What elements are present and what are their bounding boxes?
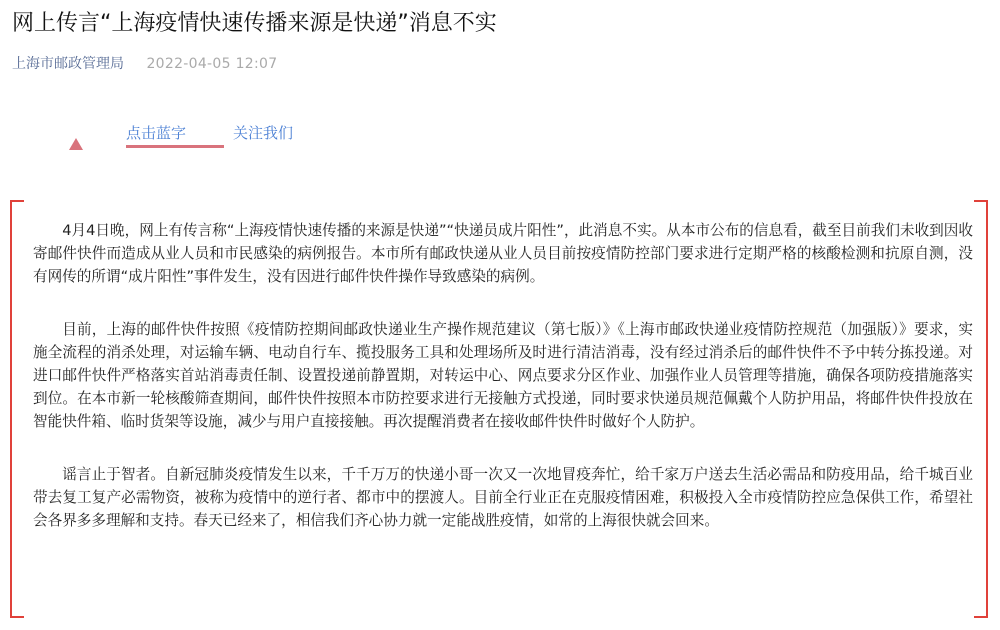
frame-right-vertical bbox=[986, 200, 988, 618]
article-meta bbox=[12, 54, 277, 74]
body-paragraph: 目前，上海的邮件快件按照《疫情防控期间邮政快递业生产操作规范建议（第七版）》《上海市邮政快递业疫情防控规范（加强版）》要求，实施全流程的消杀处理，对运输车辆、电动自行车、揽投服务工具和处理场所及时进行清洁消毒，没有经过消杀后的邮件快件不予中转分拣投递。对进口邮件快件严格落实首站消毒责任制、设置投递前静置期，对转运中心、网点要求分区作业、加强作业人员管理等措施，确保各项防疫措施落实到位。在本市新一轮核酸筛查期间，邮件快件按照本市防控要求进行无接触方式投递，同时要求快递员规范佩戴个人防护用品，将邮件快件投放在智能快件箱、临时货架等设施，减少与用户直接接触。再次提醒消费者在接收邮件快件时做好个人防护。 bbox=[33, 321, 973, 430]
frame-left-vertical bbox=[10, 200, 12, 618]
body-paragraph: 谣言止于智者。自新冠肺炎疫情发生以来，千千万万的快递小哥一次又一次地冒疫奔忙，给千家万户送去生活必需品和防疫用品，给千城百业带去复工复产必需物资，被称为疫情中的逆行者、都市中的摆渡人。目前全行业正在克服疫情困难，积极投入全市疫情防控应急保供工作，希望社会各界多多理解和支持。春天已经来了，相信我们齐心协力就一定能战胜疫情，如常的上海很快就会回来。 bbox=[33, 466, 973, 529]
frame-top-left-horizontal bbox=[10, 200, 24, 202]
article-title: 网上传言“上海疫情快速传播来源是快递”消息不实 bbox=[12, 11, 497, 36]
publish-date: 2022-04-05 12:07 bbox=[146, 56, 278, 72]
click-blue-underline bbox=[126, 145, 224, 148]
article-body bbox=[33, 219, 973, 562]
triangle-up-icon bbox=[69, 138, 83, 150]
frame-bottom-left-horizontal bbox=[10, 616, 24, 618]
frame-bottom-right-horizontal bbox=[974, 616, 988, 618]
click-blue-text[interactable]: 点击蓝字 bbox=[126, 124, 187, 142]
follow-bar[interactable] bbox=[60, 120, 360, 160]
body-paragraph: 4月4日晚，网上有传言称“上海疫情快速传播的来源是快递”“快递员成片阳性”，此消息不实。从本市公布的信息看，截至目前我们未收到因收寄邮件快件而造成从业人员和市民感染的病例报告。本市所有邮政快递从业人员目前按疫情防控部门要求进行定期严格的核酸检测和抗原自测，没有网传的所谓“成片阳性”事件发生，没有因进行邮件快件操作导致感染的病例。 bbox=[33, 222, 973, 285]
author-link[interactable]: 上海市邮政管理局 bbox=[12, 56, 124, 72]
follow-us-text[interactable]: 关注我们 bbox=[233, 124, 294, 142]
